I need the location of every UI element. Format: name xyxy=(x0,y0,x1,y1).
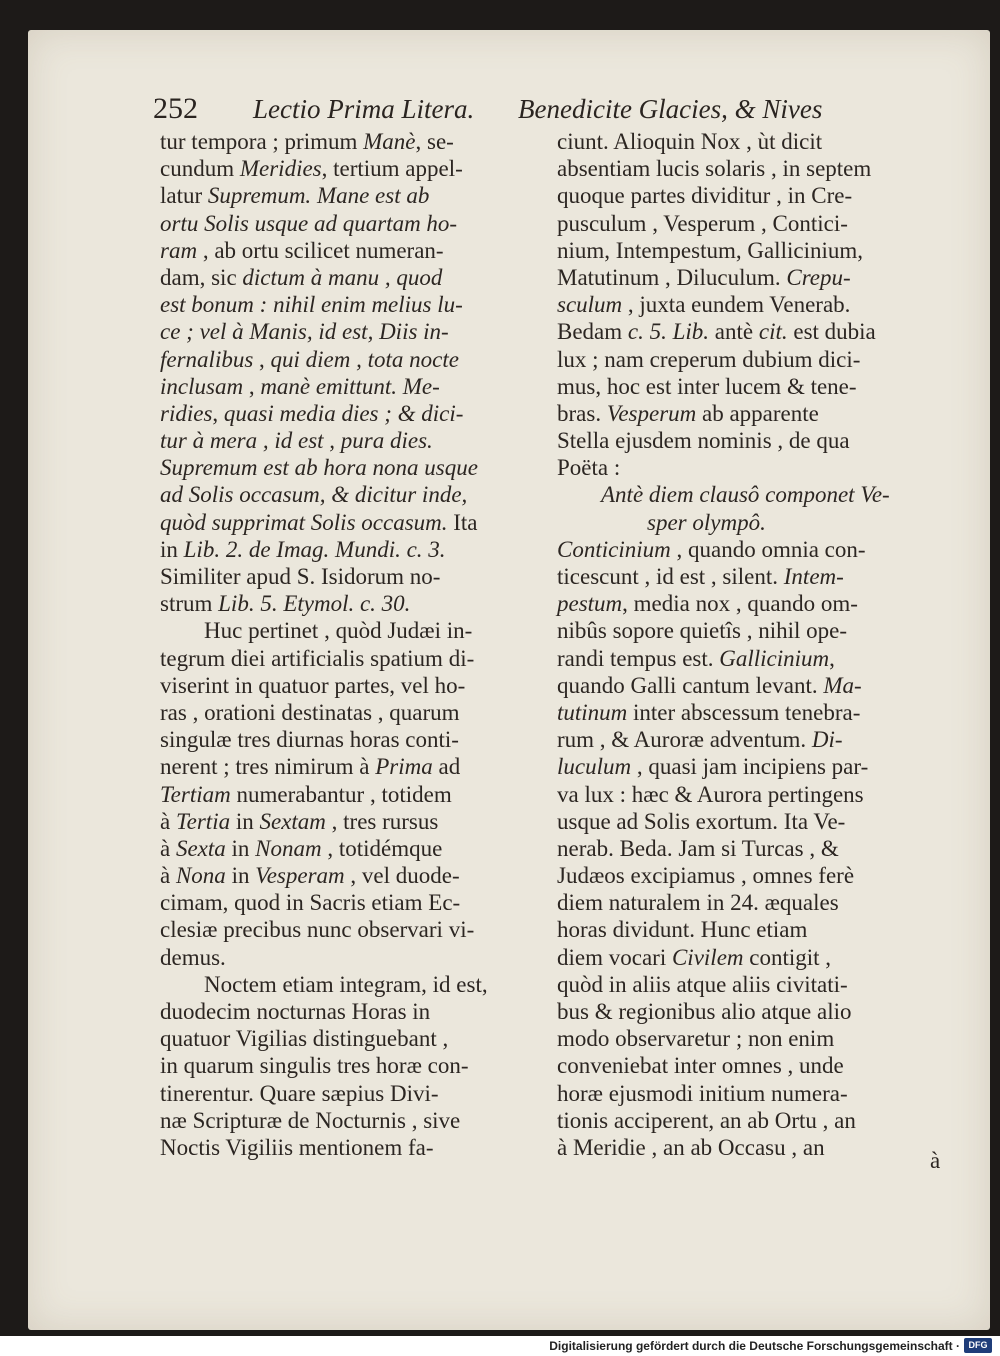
italic-segment: Meridies xyxy=(239,156,322,182)
italic-segment: Gallicinium xyxy=(719,645,830,671)
text-segment: dam, sic xyxy=(160,264,243,290)
text-segment: nerent ; tres nimirum à xyxy=(160,754,376,780)
italic-segment: sper olympô. xyxy=(647,509,766,535)
text-segment: ab apparente xyxy=(696,400,819,426)
italic-segment: ce ; vel à Manis, id est, Diis in- xyxy=(160,319,449,345)
italic-segment: Vesperam xyxy=(255,863,345,889)
text-segment: conveniebat inter omnes , unde xyxy=(557,1053,844,1079)
text-line xyxy=(557,237,942,264)
text-segment: singulæ tres diurnas horas conti- xyxy=(160,727,459,753)
text-segment: bras. xyxy=(557,400,607,426)
text-line xyxy=(160,753,545,780)
text-line xyxy=(557,400,942,427)
text-segment: viserint in quatuor partes, vel ho- xyxy=(160,672,466,698)
text-line xyxy=(557,291,942,318)
text-line xyxy=(557,1080,942,1107)
text-segment: demus. xyxy=(160,944,226,970)
text-line xyxy=(160,672,545,699)
italic-segment: ridies xyxy=(160,400,213,426)
italic-segment: Supremum est ab hora nona usque xyxy=(160,455,478,481)
text-segment: quoque partes dividitur , in Cre- xyxy=(557,183,853,209)
text-segment: nibûs sopore quietîs , nihil ope- xyxy=(557,618,848,644)
text-line xyxy=(160,1080,545,1107)
text-segment: tegrum diei artificialis spatium di- xyxy=(160,645,475,671)
text-segment: pusculum , Vesperum , Contici- xyxy=(557,210,848,236)
italic-segment: ad Solis occasum, & dicitur inde, xyxy=(160,482,468,508)
text-segment: modo observaretur ; non enim xyxy=(557,1026,835,1052)
page-header xyxy=(153,92,853,132)
text-segment: usque ad Solis exortum. Ita Ve- xyxy=(557,808,846,834)
text-segment: numerabantur , totidem xyxy=(230,781,452,807)
text-line xyxy=(160,1107,545,1134)
italic-segment: Lib. 2. de Imag. Mundi. c. 3. xyxy=(183,536,446,562)
text-segment: ras , orationi destinatas , quarum xyxy=(160,699,460,725)
text-segment: næ Scripturæ de Nocturnis , sive xyxy=(160,1107,461,1133)
text-segment: contigit , xyxy=(743,944,832,970)
italic-segment: qui diem , tota nocte xyxy=(270,346,459,372)
text-segment: va lux : hæc & Aurora pertingens xyxy=(557,781,864,807)
text-line xyxy=(557,726,942,753)
text-line xyxy=(160,291,545,318)
text-line xyxy=(160,781,545,808)
text-line xyxy=(160,210,545,237)
text-segment: , xyxy=(243,373,261,399)
italic-segment: luculum xyxy=(557,754,632,780)
text-line xyxy=(557,454,942,481)
text-line xyxy=(557,509,942,536)
text-line xyxy=(557,590,942,617)
text-segment: , tertium appel- xyxy=(321,156,463,182)
italic-segment: fernalibus xyxy=(160,346,254,372)
italic-segment: cit. xyxy=(758,319,788,345)
text-segment: Noctem etiam integram, id est, xyxy=(204,971,488,997)
text-line xyxy=(160,536,545,563)
text-line xyxy=(557,536,942,563)
text-segment: rum , & Auroræ adventum. xyxy=(557,727,812,753)
text-line xyxy=(557,128,942,155)
text-line xyxy=(160,726,545,753)
text-line xyxy=(557,155,942,182)
text-line xyxy=(160,509,545,536)
italic-segment: est bonum : nihil enim melius lu- xyxy=(160,292,463,318)
text-line xyxy=(160,481,545,508)
text-segment: clesiæ precibus nunc observari vi- xyxy=(160,917,475,943)
text-line xyxy=(160,808,545,835)
italic-segment: c. 5. Lib. xyxy=(627,319,710,345)
text-line xyxy=(557,645,942,672)
text-line xyxy=(557,916,942,943)
text-line xyxy=(557,835,942,862)
text-segment: Poëta : xyxy=(557,455,621,481)
text-line xyxy=(557,210,942,237)
text-segment: , juxta eundem Venerab. xyxy=(622,292,851,318)
text-line xyxy=(160,916,545,943)
footer-bar xyxy=(0,1336,1000,1356)
text-line xyxy=(160,563,545,590)
text-segment: , vel duode- xyxy=(344,863,460,889)
text-line xyxy=(557,862,942,889)
text-segment: Huc pertinet , quòd Judæi in- xyxy=(204,618,473,644)
text-line xyxy=(557,318,942,345)
text-line xyxy=(160,427,545,454)
text-segment: diem naturalem in 24. æquales xyxy=(557,890,839,916)
text-segment: ciunt. Alioquin Nox , ùt dicit xyxy=(557,129,823,154)
text-line xyxy=(557,781,942,808)
text-line xyxy=(557,563,942,590)
text-segment: diem vocari xyxy=(557,944,672,970)
text-segment: nium, Intempestum, Gallicinium, xyxy=(557,237,863,263)
italic-segment: Di- xyxy=(811,727,843,753)
italic-segment: Manè xyxy=(363,129,416,154)
text-line xyxy=(160,264,545,291)
text-segment: tionis acciperent, an ab Ortu , an xyxy=(557,1107,856,1133)
text-line xyxy=(160,1025,545,1052)
italic-segment: dictum à manu , quod xyxy=(242,264,443,290)
text-segment: in xyxy=(230,808,260,834)
text-line xyxy=(160,835,545,862)
italic-segment: Mane est ab xyxy=(316,183,430,209)
text-line xyxy=(160,862,545,889)
italic-segment: Vesperum xyxy=(606,400,697,426)
italic-segment: Civilem xyxy=(671,944,744,970)
text-segment: quòd in aliis atque aliis civitati- xyxy=(557,971,848,997)
right-text-column xyxy=(557,128,942,1161)
text-segment: cimam, quod in Sacris etiam Ec- xyxy=(160,890,461,916)
text-segment: à xyxy=(160,808,176,834)
italic-segment: Sexta xyxy=(175,835,226,861)
text-segment: ad xyxy=(432,754,461,780)
dfg-logo: DFG xyxy=(964,1338,992,1353)
text-line xyxy=(160,128,545,155)
text-line xyxy=(160,998,545,1025)
italic-segment: Lib. 5. Etymol. c. 30. xyxy=(218,591,411,617)
page-number: 252 xyxy=(153,92,198,125)
text-segment: mus, hoc est inter lucem & tene- xyxy=(557,373,857,399)
text-line xyxy=(557,1107,942,1134)
text-line xyxy=(557,808,942,835)
italic-segment: Ma- xyxy=(823,672,862,698)
italic-segment: Antè diem clausô componet Ve- xyxy=(601,482,890,508)
text-segment: bus & regionibus alio atque alio xyxy=(557,999,852,1024)
italic-segment: Tertiam xyxy=(160,781,231,807)
text-segment: lux ; nam creperum dubium dici- xyxy=(557,346,861,372)
text-line xyxy=(557,346,942,373)
text-segment: , totidémque xyxy=(321,835,443,861)
text-segment: tur tempora ; primum xyxy=(160,129,364,154)
italic-segment: Supremum. xyxy=(207,183,312,209)
text-line xyxy=(160,1052,545,1079)
italic-segment: ortu Solis usque ad quartam ho- xyxy=(160,210,458,236)
text-segment: nerab. Beda. Jam si Turcas , & xyxy=(557,835,839,861)
italic-segment: Sextam xyxy=(259,808,326,834)
text-line xyxy=(160,454,545,481)
text-segment: , xyxy=(253,346,271,372)
text-segment: Judæos excipiamus , omnes ferè xyxy=(557,863,855,889)
italic-segment: quòd supprimat Solis occasum. xyxy=(160,509,448,535)
text-segment: Bedam xyxy=(557,319,628,345)
text-segment: in quarum singulis tres horæ con- xyxy=(160,1053,469,1079)
text-segment: ticescunt , id est , silent. xyxy=(557,564,784,589)
text-segment: à Meridie , an ab Occasu , an xyxy=(557,1134,825,1160)
text-line xyxy=(557,264,942,291)
italic-segment: sculum xyxy=(557,292,623,318)
text-segment: Matutinum , Diluculum. xyxy=(557,264,787,290)
italic-segment: quasi media dies ; & dici- xyxy=(223,400,464,426)
text-segment: horas dividunt. Hunc etiam xyxy=(557,917,808,943)
text-line xyxy=(557,944,942,971)
italic-segment: Conticinium xyxy=(557,536,671,562)
text-segment: Stella ejusdem nominis , de qua xyxy=(557,428,850,454)
text-line xyxy=(557,699,942,726)
text-line xyxy=(160,373,545,400)
text-segment: horæ ejusmodi initium numera- xyxy=(557,1080,848,1106)
text-segment: est dubia xyxy=(787,319,876,345)
text-segment: , media nox , quando om- xyxy=(622,591,858,617)
text-line xyxy=(557,998,942,1025)
text-segment: in xyxy=(160,536,184,562)
text-line xyxy=(557,889,942,916)
italic-segment: Nona xyxy=(175,863,226,889)
text-line xyxy=(160,944,545,971)
text-line xyxy=(557,1134,942,1161)
text-segment: in xyxy=(225,863,256,889)
catchword: à xyxy=(930,1148,941,1173)
text-segment: quando Galli cantum levant. xyxy=(557,672,824,698)
text-line xyxy=(160,971,545,998)
italic-segment: Prima xyxy=(375,754,433,780)
text-segment: , tres rursus xyxy=(325,808,439,834)
text-line xyxy=(160,699,545,726)
italic-segment: Intem- xyxy=(783,564,844,589)
text-segment: duodecim nocturnas Horas in xyxy=(160,999,431,1024)
text-line xyxy=(557,617,942,644)
running-title-left: Lectio Prima Litera. xyxy=(253,94,475,124)
text-line xyxy=(557,753,942,780)
text-line xyxy=(557,182,942,209)
text-segment: Similiter apud S. Isidorum no- xyxy=(160,564,441,589)
italic-segment: Tertia xyxy=(175,808,231,834)
text-line xyxy=(160,237,545,264)
left-text-column xyxy=(160,128,545,1161)
text-line xyxy=(160,645,545,672)
text-segment: Noctis Vigiliis mentionem fa- xyxy=(160,1134,434,1160)
funding-notice: Digitalisierung gefördert durch die Deutsche Forschungsgemeinschaft · xyxy=(549,1339,960,1353)
text-segment: , quando omnia con- xyxy=(670,536,866,562)
text-segment: quatuor Vigilias distinguebant , xyxy=(160,1026,449,1052)
text-line xyxy=(160,590,545,617)
text-line xyxy=(557,1052,942,1079)
text-line xyxy=(160,182,545,209)
text-segment: latur xyxy=(160,183,208,209)
text-segment: cundum xyxy=(160,156,240,182)
italic-segment: tur à mera , id est , pura dies. xyxy=(160,428,433,454)
running-title-right: Benedicite Glacies, & Nives xyxy=(518,94,823,124)
italic-segment: manè emittunt. Me- xyxy=(260,373,440,399)
text-segment: inter abscessum tenebra- xyxy=(627,699,861,725)
text-segment: , se- xyxy=(415,129,454,154)
text-line xyxy=(557,427,942,454)
text-segment: Ita xyxy=(447,509,478,535)
text-line xyxy=(160,346,545,373)
text-segment: , xyxy=(829,645,835,671)
text-line xyxy=(557,373,942,400)
text-segment: , ab ortu scilicet numeran- xyxy=(197,237,444,263)
text-line xyxy=(557,1025,942,1052)
text-segment: randi tempus est. xyxy=(557,645,720,671)
text-segment: , xyxy=(212,400,224,426)
text-line xyxy=(160,155,545,182)
text-line xyxy=(160,318,545,345)
italic-segment: pestum xyxy=(557,591,623,617)
text-segment: antè xyxy=(709,319,759,345)
text-line xyxy=(557,481,942,508)
text-segment: à xyxy=(160,835,176,861)
text-line xyxy=(160,1134,545,1161)
text-segment: absentiam lucis solaris , in septem xyxy=(557,156,872,182)
italic-segment: Crepu- xyxy=(786,264,851,290)
italic-segment: ram xyxy=(160,237,198,263)
text-line xyxy=(160,400,545,427)
text-segment: tinerentur. Quare sæpius Divi- xyxy=(160,1080,439,1106)
italic-segment: Nonam xyxy=(255,835,322,861)
text-line xyxy=(557,971,942,998)
italic-segment: tutinum xyxy=(557,699,628,725)
text-segment: , quasi jam incipiens par- xyxy=(631,754,869,780)
text-segment: in xyxy=(225,835,256,861)
text-segment: à xyxy=(160,863,176,889)
italic-segment: inclusam xyxy=(160,373,244,399)
text-line xyxy=(160,889,545,916)
text-line xyxy=(160,617,545,644)
text-segment: strum xyxy=(160,591,219,617)
text-line xyxy=(557,672,942,699)
